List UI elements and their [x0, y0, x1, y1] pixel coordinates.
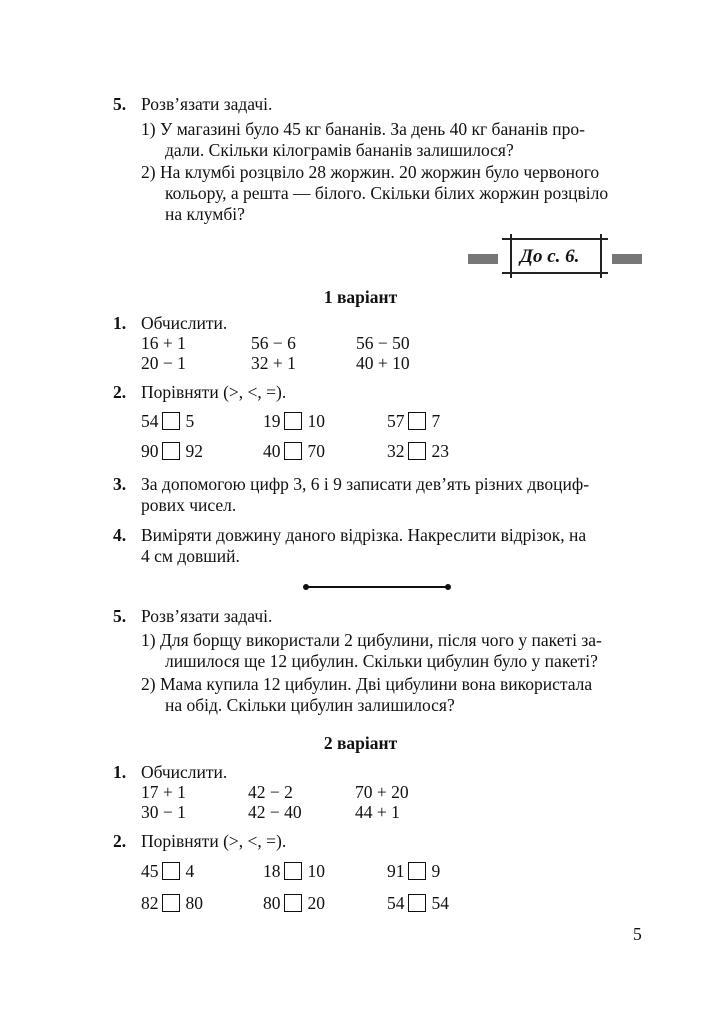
expression: 17 + 1	[141, 782, 186, 802]
ref-line-bottom	[502, 272, 608, 274]
ref-bar-left	[468, 254, 498, 264]
problem-text: на клумбі?	[165, 204, 245, 224]
comparison: 45 4	[141, 861, 195, 881]
comparison: 18 10	[263, 861, 325, 881]
answer-box[interactable]	[408, 894, 426, 912]
comparison: 57 7	[387, 411, 441, 431]
answer-box[interactable]	[284, 862, 302, 880]
ref-bar-right	[612, 254, 642, 264]
task-label: Обчислити.	[141, 313, 228, 333]
expression: 42 − 40	[248, 802, 302, 822]
task-label: Обчислити.	[141, 762, 228, 782]
answer-box[interactable]	[162, 862, 180, 880]
ref-line-top	[502, 238, 608, 240]
problem-text: кольору, а решта — білого. Скільки білих жоржин розцвіло	[165, 183, 609, 203]
expression: 44 + 1	[355, 802, 400, 822]
expression: 32 + 1	[251, 353, 296, 373]
task-label: Розв’язати задачі.	[141, 606, 273, 626]
variant-title: 2 варіант	[323, 733, 398, 753]
answer-box[interactable]	[162, 412, 180, 430]
problem-text: 1) Для борщу використали 2 цибулини, після чого у пакеті за-	[141, 630, 602, 650]
task-label: Порівняти (>, <, =).	[141, 382, 287, 402]
expression: 16 + 1	[141, 333, 186, 353]
variant-title: 1 варіант	[323, 287, 398, 307]
page-number: 5	[633, 924, 642, 944]
problem-text: лишилося ще 12 цибулин. Скільки цибулин було у пакеті?	[165, 651, 598, 671]
task-number: 2.	[113, 831, 127, 851]
expression: 20 − 1	[141, 353, 186, 373]
task-text: рових чисел.	[141, 495, 237, 515]
comparison: 82 80	[141, 893, 203, 913]
problem-text: 2) На клумбі розцвіло 28 жоржин. 20 жоржин було червоного	[141, 162, 600, 182]
task-number: 3.	[113, 474, 127, 494]
task-label: Порівняти (>, <, =).	[141, 831, 287, 851]
comparison: 90 92	[141, 441, 203, 461]
comparison: 54 5	[141, 411, 195, 431]
task-number: 5.	[113, 94, 127, 114]
task-label: Розв’язати задачі.	[141, 94, 273, 114]
expression: 56 − 6	[251, 333, 296, 353]
answer-box[interactable]	[162, 894, 180, 912]
comparison: 32 23	[387, 441, 449, 461]
expression: 40 + 10	[356, 353, 410, 373]
answer-box[interactable]	[408, 442, 426, 460]
segment-line	[306, 586, 448, 588]
comparison: 40 70	[263, 441, 325, 461]
task-text: Виміряти довжину даного відрізка. Накреслити відрізок, на	[141, 525, 587, 545]
segment-endpoint	[445, 584, 451, 590]
page-reference-label: До с. 6.	[520, 246, 580, 267]
task-number: 1.	[113, 313, 127, 333]
answer-box[interactable]	[284, 442, 302, 460]
answer-box[interactable]	[162, 442, 180, 460]
expression: 56 − 50	[356, 333, 410, 353]
expression: 42 − 2	[248, 782, 293, 802]
ref-tick	[600, 234, 602, 278]
answer-box[interactable]	[284, 894, 302, 912]
task-number: 2.	[113, 382, 127, 402]
problem-text: на обід. Скільки цибулин залишилося?	[165, 695, 455, 715]
comparison: 54 54	[387, 893, 449, 913]
problem-text: дали. Скільки кілограмів бананів залишилося?	[165, 140, 514, 160]
ref-tick	[510, 234, 512, 278]
task-number: 4.	[113, 525, 127, 545]
answer-box[interactable]	[284, 412, 302, 430]
task-number: 5.	[113, 606, 127, 626]
comparison: 19 10	[263, 411, 325, 431]
problem-text: 2) Мама купила 12 цибулин. Дві цибулини вона використала	[141, 674, 593, 694]
segment-endpoint	[303, 584, 309, 590]
problem-text: 1) У магазині було 45 кг бананів. За день 40 кг бананів про-	[141, 119, 585, 139]
task-text: 4 см довший.	[141, 546, 240, 566]
comparison: 80 20	[263, 893, 325, 913]
task-text: За допомогою цифр 3, 6 і 9 записати дев’ять різних двоциф-	[141, 474, 590, 494]
comparison: 91 9	[387, 861, 441, 881]
task-number: 1.	[113, 762, 127, 782]
expression: 30 − 1	[141, 802, 186, 822]
answer-box[interactable]	[408, 862, 426, 880]
expression: 70 + 20	[355, 782, 409, 802]
answer-box[interactable]	[408, 412, 426, 430]
